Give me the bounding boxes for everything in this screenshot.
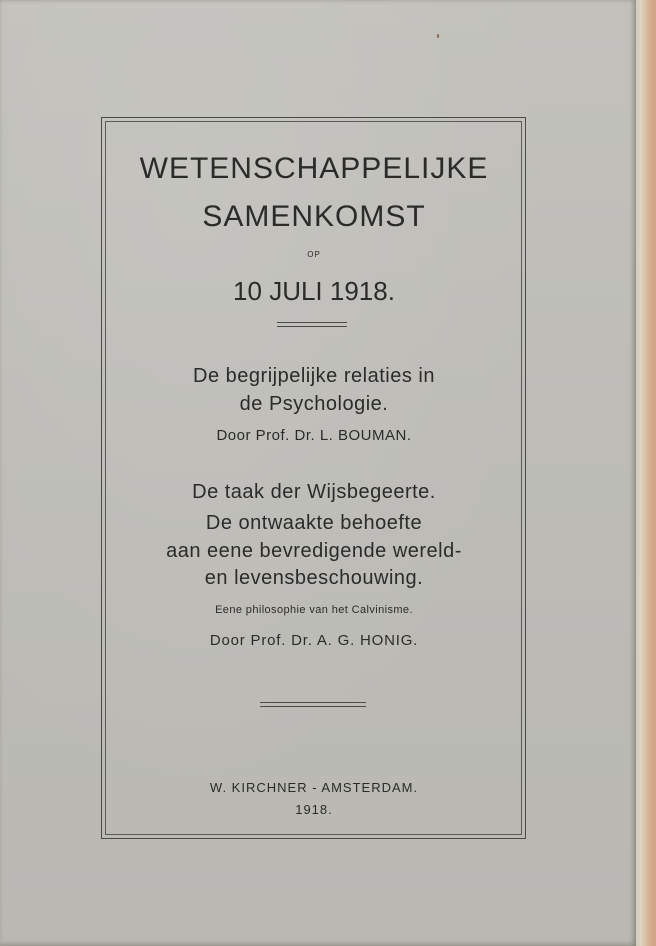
- double-rule-divider: [277, 322, 347, 327]
- meeting-date: 10 JULI 1918.: [233, 276, 395, 306]
- talk2-title-line-2: De ontwaakte behoefte: [205, 512, 423, 534]
- talk2-title-line-1: De taak der Wijsbegeerte.: [192, 481, 436, 503]
- talk2-subtitle: Eene philosophie van het Calvinisme.: [215, 604, 413, 616]
- talk2-author: Door Prof. Dr. A. G. HONIG.: [209, 632, 419, 649]
- talk2-title-line-4: en levensbeschouwing.: [204, 567, 424, 589]
- talk1-title-line-1: De begrijpelijke relaties in: [193, 365, 435, 387]
- page-edge-stain: [640, 0, 656, 946]
- title-line-2: SAMENKOMST: [202, 200, 426, 233]
- publisher: W. KIRCHNER - AMSTERDAM.: [209, 780, 419, 795]
- title-line-1: WETENSCHAPPELIJKE: [139, 152, 489, 185]
- double-rule-divider-bottom: [260, 702, 366, 707]
- op-label: OP: [307, 250, 321, 259]
- talk2-title-line-3: aan eene bevredigende wereld-: [166, 540, 462, 562]
- talk1-title-line-2: de Psychologie.: [239, 393, 389, 415]
- paper-speck: [437, 34, 439, 38]
- publication-year: 1918.: [295, 802, 333, 817]
- talk1-author: Door Prof. Dr. L. BOUMAN.: [216, 427, 412, 444]
